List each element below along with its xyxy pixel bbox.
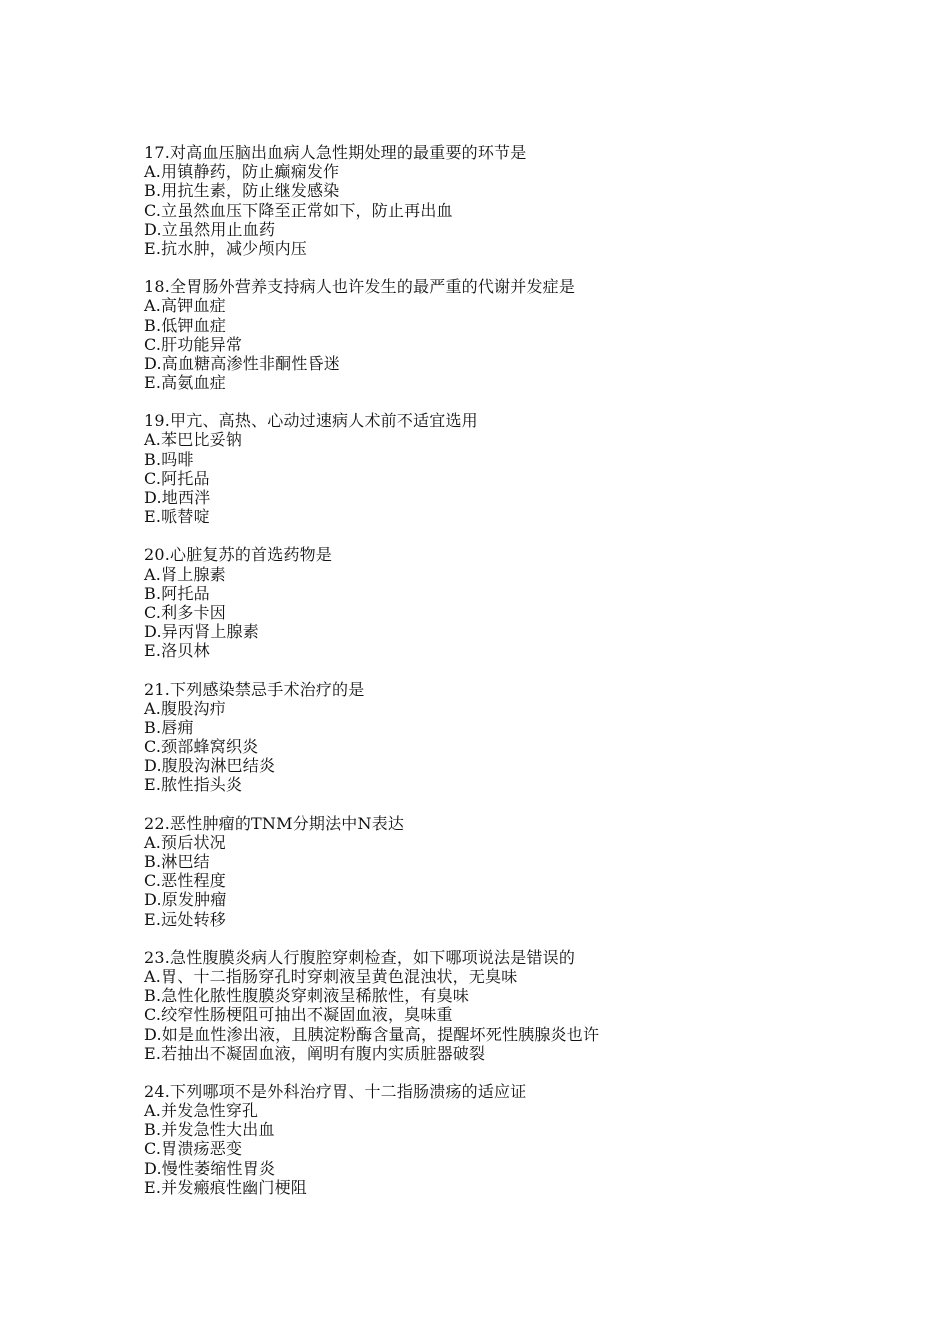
option-d: D.立虽然用止血药 xyxy=(144,219,276,239)
question-18 xyxy=(144,277,904,392)
question-stem: 17.对高血压脑出血病人急性期处理的最重要的环节是 xyxy=(144,143,527,162)
option-d: D.高血糖高渗性非酮性昏迷 xyxy=(144,353,340,373)
option-c: C.恶性程度 xyxy=(144,871,226,891)
option-e: E.并发瘢痕性幽门梗阻 xyxy=(144,1177,307,1197)
option-c: C.绞窄性肠梗阻可抽出不凝固血液，臭味重 xyxy=(144,1005,453,1025)
option-a: A.腹股沟疖 xyxy=(144,698,226,718)
option-c: C.胃溃疡恶变 xyxy=(144,1139,243,1159)
question-17 xyxy=(144,143,904,258)
option-d: D.如是血性渗出液，且胰淀粉酶含量高，提醒坏死性胰腺炎也许 xyxy=(144,1024,600,1044)
option-a: A.高钾血症 xyxy=(144,296,226,316)
question-20 xyxy=(144,545,904,660)
question-stem: 24.下列哪项不是外科治疗胃、十二指肠溃疡的适应证 xyxy=(144,1081,527,1101)
question-stem: 19.甲亢、高热、心动过速病人术前不适宜选用 xyxy=(144,411,478,431)
option-d: D.腹股沟淋巴结炎 xyxy=(144,756,276,776)
question-stem: 18.全胃肠外营养支持病人也许发生的最严重的代谢并发症是 xyxy=(144,277,576,297)
option-b: B.急性化脓性腹膜炎穿刺液呈稀脓性，有臭味 xyxy=(144,986,470,1006)
option-d: D.原发肿瘤 xyxy=(144,890,227,910)
question-21 xyxy=(144,680,904,795)
option-e: E.远处转移 xyxy=(144,909,226,929)
option-b: B.淋巴结 xyxy=(144,852,210,871)
question-page xyxy=(144,143,904,1216)
question-23 xyxy=(144,948,904,1063)
option-c: C.肝功能异常 xyxy=(144,334,243,354)
option-d: D.慢性萎缩性胃炎 xyxy=(144,1158,276,1178)
option-e: E.哌替啶 xyxy=(144,507,210,527)
option-c: C.利多卡因 xyxy=(144,602,226,622)
question-stem: 22.恶性肿瘤的TNM分期法中N表达 xyxy=(144,813,405,833)
question-stem: 21.下列感染禁忌手术治疗的是 xyxy=(144,679,365,699)
option-e: E.高氨血症 xyxy=(144,373,226,393)
option-c: C.阿托品 xyxy=(144,468,210,488)
option-a: A.用镇静药，防止癫痫发作 xyxy=(144,162,340,182)
option-a: A.苯巴比妥钠 xyxy=(144,430,243,450)
option-a: A.肾上腺素 xyxy=(144,564,226,584)
option-a: A.并发急性穿孔 xyxy=(144,1101,259,1121)
option-d: D.地西泮 xyxy=(144,488,211,507)
option-d: D.异丙肾上腺素 xyxy=(144,622,259,642)
option-b: B.唇痈 xyxy=(144,717,194,737)
option-e: E.脓性指头炎 xyxy=(144,775,243,795)
option-e: E.若抽出不凝固血液，阐明有腹内实质脏器破裂 xyxy=(144,1043,486,1063)
option-b: B.低钾血症 xyxy=(144,315,227,335)
question-24 xyxy=(144,1082,904,1197)
question-stem: 20.心脏复苏的首选药物是 xyxy=(144,545,333,565)
question-19 xyxy=(144,411,904,526)
option-e: E.洛贝林 xyxy=(144,641,210,661)
question-stem: 23.急性腹膜炎病人行腹腔穿刺检查，如下哪项说法是错误的 xyxy=(144,947,576,967)
option-b: B.吗啡 xyxy=(144,449,194,469)
option-b: B.阿托品 xyxy=(144,583,210,603)
option-a: A.预后状况 xyxy=(144,832,226,852)
option-c: C.颈部蜂窝织炎 xyxy=(144,737,259,757)
question-22 xyxy=(144,814,904,929)
option-e: E.抗水肿，减少颅内压 xyxy=(144,238,307,258)
option-b: B.并发急性大出血 xyxy=(144,1120,275,1140)
option-b: B.用抗生素，防止继发感染 xyxy=(144,181,340,201)
option-c: C.立虽然血压下降至正常如下，防止再出血 xyxy=(144,200,453,220)
option-a: A.胃、十二指肠穿孔时穿刺液呈黄色混浊状，无臭味 xyxy=(144,966,518,986)
